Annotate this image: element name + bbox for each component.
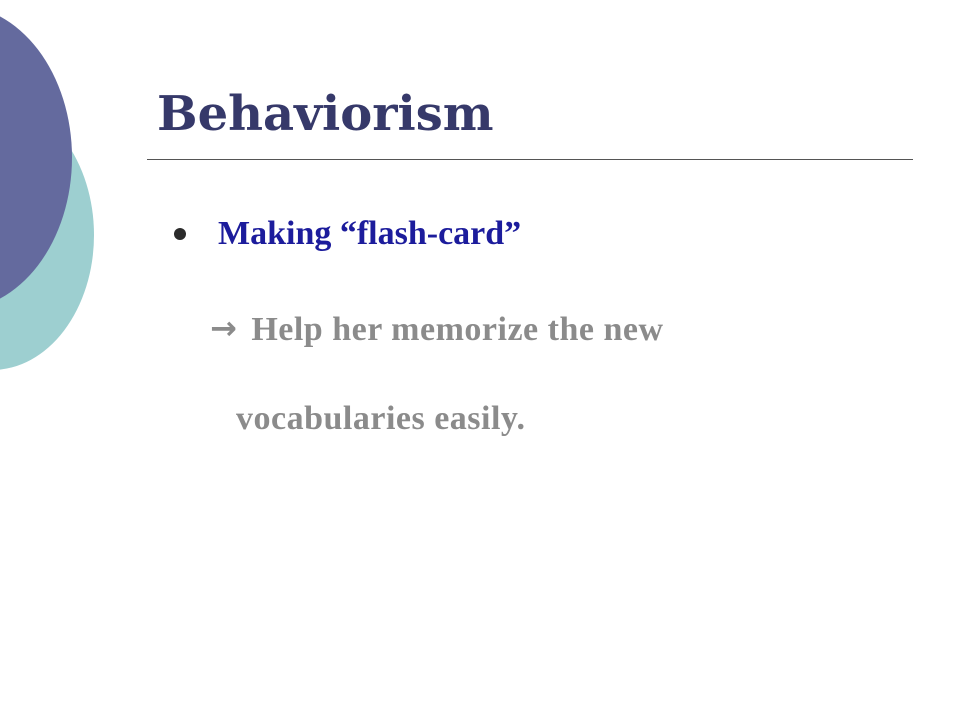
sub-point-line-2: vocabularies easily. xyxy=(236,400,526,437)
right-arrow-icon: → xyxy=(210,309,238,347)
sub-point-line-1 xyxy=(210,305,664,354)
bullet-dot-icon xyxy=(174,228,186,240)
slide-title: Behaviorism xyxy=(157,86,494,142)
sub-point-text-1: Help her memorize the new xyxy=(251,311,664,348)
bullet-item: Making “flash-card” xyxy=(218,215,522,252)
title-divider xyxy=(147,159,913,160)
